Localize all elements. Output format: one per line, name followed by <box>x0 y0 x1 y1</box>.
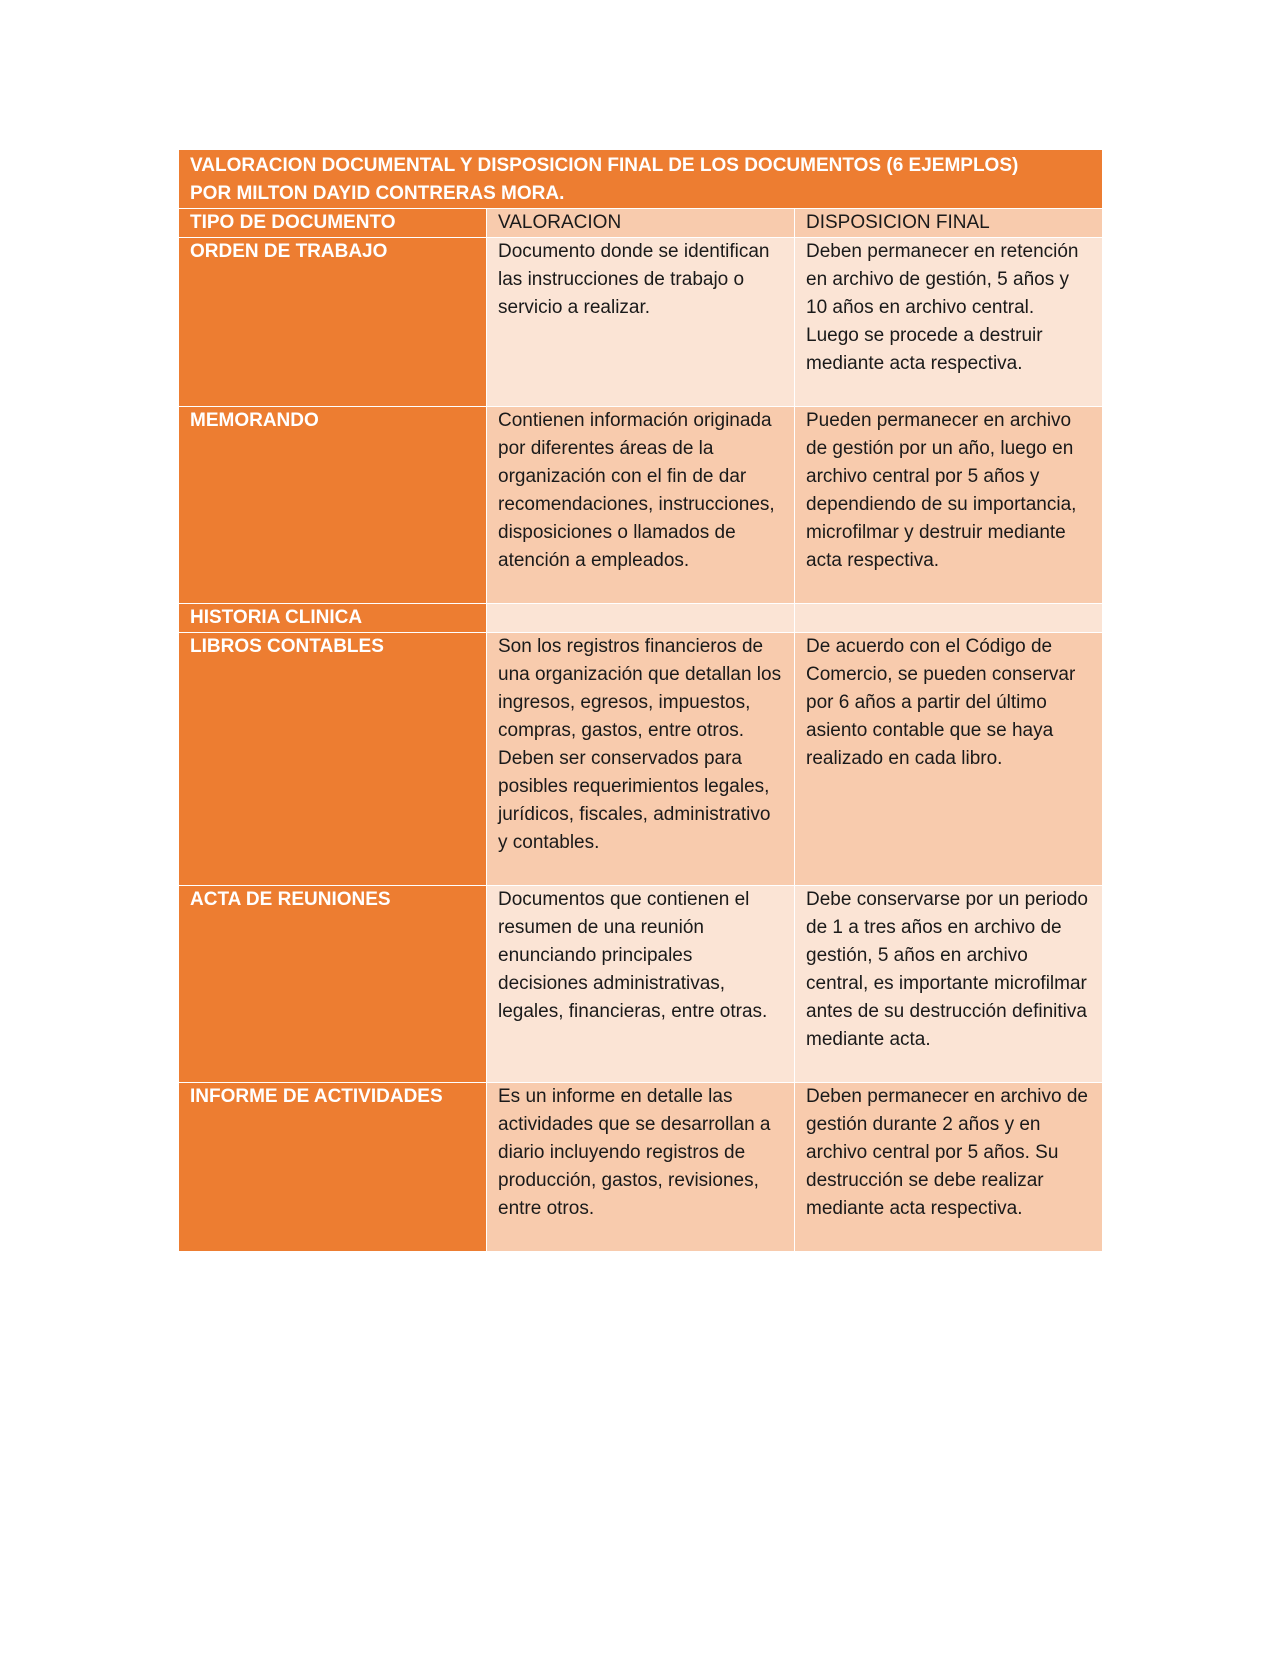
row-disposicion: Deben permanecer en retención en archivo de gestión, 5 años y 10 años en archivo central. Luego se procede a destruir mediante acta respectiva. <box>795 238 1103 407</box>
row-valoracion <box>487 604 795 633</box>
header-row <box>179 209 1103 238</box>
row-valoracion: Son los registros financieros de una organización que detallan los ingresos, egresos, impuestos, compras, gastos, entre otros. Deben ser conservados para posibles requerimientos legales, jurídicos, fiscales, administrativo y contables. <box>487 633 795 886</box>
row-tipo: INFORME DE ACTIVIDADES <box>179 1083 487 1252</box>
row-disposicion: Deben permanecer en archivo de gestión durante 2 años y en archivo central por 5 años. Su destrucción se debe realizar mediante acta respectiva. <box>795 1083 1103 1252</box>
table-row <box>179 633 1103 886</box>
row-valoracion: Documento donde se identifican las instrucciones de trabajo o servicio a realizar. <box>487 238 795 407</box>
row-tipo: LIBROS CONTABLES <box>179 633 487 886</box>
row-tipo: MEMORANDO <box>179 407 487 604</box>
row-tipo: ACTA DE REUNIONES <box>179 886 487 1083</box>
row-tipo: HISTORIA CLINICA <box>179 604 487 633</box>
row-disposicion: Debe conservarse por un periodo de 1 a tres años en archivo de gestión, 5 años en archivo central, es importante microfilmar antes de su destrucción definitiva mediante acta. <box>795 886 1103 1083</box>
table-row <box>179 407 1103 604</box>
title-row <box>179 150 1103 209</box>
table-title: VALORACION DOCUMENTAL Y DISPOSICION FINAL DE LOS DOCUMENTOS (6 EJEMPLOS) POR MILTON DAYID CONTRERAS MORA. <box>179 150 1103 209</box>
document-table <box>178 149 1103 1252</box>
row-valoracion: Contienen información originada por diferentes áreas de la organización con el fin de dar recomendaciones, instrucciones, disposiciones o llamados de atención a empleados. <box>487 407 795 604</box>
row-disposicion <box>795 604 1103 633</box>
header-tipo: TIPO DE DOCUMENTO <box>179 209 487 238</box>
row-tipo: ORDEN DE TRABAJO <box>179 238 487 407</box>
table-row <box>179 604 1103 633</box>
row-disposicion: De acuerdo con el Código de Comercio, se pueden conservar por 6 años a partir del último asiento contable que se haya realizado en cada libro. <box>795 633 1103 886</box>
row-valoracion: Documentos que contienen el resumen de una reunión enunciando principales decisiones administrativas, legales, financieras, entre otras. <box>487 886 795 1083</box>
row-valoracion: Es un informe en detalle las actividades que se desarrollan a diario incluyendo registros de producción, gastos, revisiones, entre otros. <box>487 1083 795 1252</box>
row-disposicion: Pueden permanecer en archivo de gestión por un año, luego en archivo central por 5 años y dependiendo de su importancia, microfilmar y destruir mediante acta respectiva. <box>795 407 1103 604</box>
header-valoracion: VALORACION <box>487 209 795 238</box>
header-disposicion: DISPOSICION FINAL <box>795 209 1103 238</box>
table-row <box>179 1083 1103 1252</box>
table-row <box>179 886 1103 1083</box>
table-row <box>179 238 1103 407</box>
